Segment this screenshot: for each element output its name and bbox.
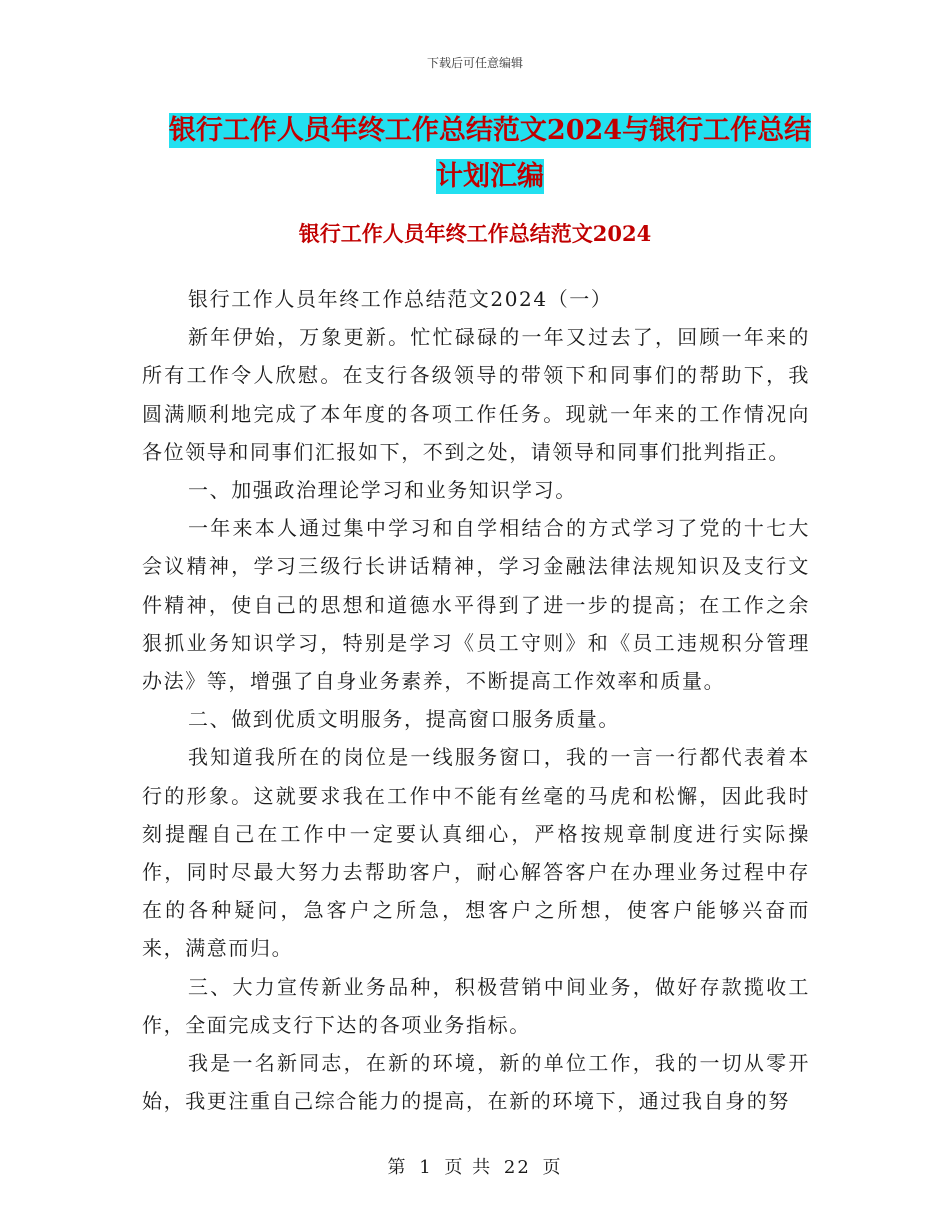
footer-suffix: 页: [542, 1157, 563, 1178]
footer-page-number: 1: [419, 1157, 433, 1178]
section-title: 银行工作人员年终工作总结范文2024: [298, 221, 652, 246]
paragraph: 银行工作人员年终工作总结范文2024（一）: [188, 287, 613, 311]
paragraph: 新年伊始，万象更新。忙忙碌碌的一年又过去了，回顾一年来的所有工作令人欣慰。在支行各级领导的带领下和同事们的帮助下，我圆满顺利地完成了本年度的各项工作任务。现就一年来的工作情况向各位领导和同事们汇报如下，不到之处，请领导和同事们批判指正。: [142, 325, 810, 464]
document-body: [142, 280, 810, 1120]
paragraph: 三、大力宣传新业务品种，积极营销中间业务，做好存款揽收工作，全面完成支行下达的各项业务指标。: [142, 974, 810, 1037]
paragraph: 我是一名新同志，在新的环境，新的单位工作，我的一切从零开始，我更注重自己综合能力的提高，在新的环境下，通过我自身的努: [142, 1051, 810, 1114]
footer-mid: 页 共: [444, 1157, 493, 1178]
paragraph: 我知道我所在的岗位是一线服务窗口，我的一言一行都代表着本行的形象。这就要求我在工作中不能有丝毫的马虎和松懈，因此我时刻提醒自己在工作中一定要认真细心，严格按规章制度进行实际操作，同时尽最大努力去帮助客户，耐心解答客户在办理业务过程中存在的各种疑问，急客户之所急，想客户之所想，使客户能够兴奋而来，满意而归。: [142, 745, 810, 961]
page-footer: [0, 1153, 950, 1179]
paragraph: 一、加强政治理论学习和业务知识学习。: [188, 478, 577, 503]
document-title: [140, 108, 840, 200]
header-note: 下载后可任意编辑: [426, 56, 523, 70]
title-line-1: 银行工作人员年终工作总结范文2024与银行工作总结: [168, 115, 812, 146]
footer-prefix: 第: [387, 1157, 408, 1178]
title-line-2: 计划汇编: [436, 161, 544, 192]
paragraph: 一年来本人通过集中学习和自学相结合的方式学习了党的十七大会议精神，学习三级行长讲话精神，学习金融法律法规知识及支行文件精神，使自己的思想和道德水平得到了进一步的提高；在工作之余狠抓业务知识学习，特别是学习《员工守则》和《员工违规积分管理办法》等，增强了自身业务素养，不断提高工作效率和质量。: [142, 516, 810, 694]
paragraph: 二、做到优质文明服务，提高窗口服务质量。: [188, 707, 620, 732]
footer-total-pages: 22: [503, 1157, 531, 1178]
